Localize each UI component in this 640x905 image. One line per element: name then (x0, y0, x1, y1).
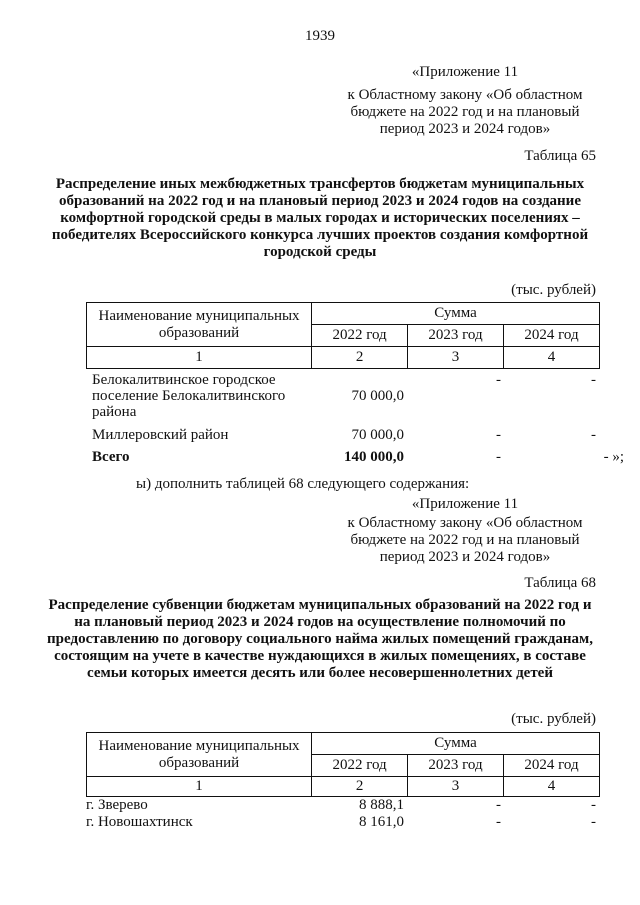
header-col-number: 3 (408, 347, 504, 369)
page-number: 1939 (305, 28, 335, 44)
total-label: Всего (92, 449, 130, 465)
header-name-column: Наименование муниципальных образований (87, 303, 312, 347)
value-2023: - (496, 797, 501, 813)
header-year-2022: 2022 год (312, 325, 408, 347)
value-2024: - (591, 427, 596, 443)
total-2023: - (496, 449, 501, 465)
header-col-number: 3 (408, 777, 504, 797)
amendment-text: ы) дополнить таблицей 68 следующего содержания: (136, 476, 470, 492)
row-name: г. Новошахтинск (86, 814, 193, 830)
value-2023: - (496, 372, 501, 388)
appendix-header-line: бюджете на 2022 год и на плановый (350, 532, 580, 548)
header-col-number: 2 (312, 777, 408, 797)
table-header (86, 302, 600, 369)
header-year-2024: 2024 год (504, 325, 600, 347)
table-title: Распределение иных межбюджетных трансфертов бюджетам муниципальных образований на 2022 год и на плановый период 2023 и 2024 годов на создание комфортной городской среды в малых городах и исторических поселениях – победителях Всероссийского конкурса лучших проектов создания комфортной городской среды (51, 176, 589, 260)
table-label: Таблица 65 (524, 148, 596, 164)
header-col-number: 4 (504, 347, 600, 369)
value-2022: 70 000,0 (351, 427, 404, 443)
appendix-header-line: к Областному закону «Об областном (347, 87, 583, 103)
appendix-header-line: «Приложение 11 (411, 64, 519, 80)
row-name: района (92, 404, 137, 420)
header-name-column: Наименование муниципальных образований (87, 733, 312, 777)
unit-label: (тыс. рублей) (511, 282, 596, 298)
table-header (86, 732, 600, 797)
header-year-2022: 2022 год (312, 755, 408, 777)
header-year-2023: 2023 год (408, 755, 504, 777)
unit-label: (тыс. рублей) (511, 711, 596, 727)
appendix-header-line: бюджете на 2022 год и на плановый (350, 104, 580, 120)
row-name: поселение Белокалитвинского (92, 388, 286, 404)
row-name: Миллеровский район (92, 427, 229, 443)
header-col-number: 1 (87, 347, 312, 369)
value-2022: 8 161,0 (359, 814, 404, 830)
value-2022: 70 000,0 (351, 388, 404, 404)
header-col-number: 2 (312, 347, 408, 369)
table-title: Распределение субвенции бюджетам муниципальных образований на 2022 год и на плановый период 2023 и 2024 годов на осуществление полномочий по предоставлению по договору социального найма жилых помещений гражданам, состоящим на учете в качестве нуждающихся в жилых помещениях, в составе семьи которых имеется десять или более несовершеннолетних детей (47, 597, 593, 681)
row-name: г. Зверево (86, 797, 148, 813)
total-2022: 140 000,0 (344, 449, 404, 465)
total-2024: - »; (603, 449, 624, 465)
header-col-number: 4 (504, 777, 600, 797)
header-year-2024: 2024 год (504, 755, 600, 777)
appendix-header-line: период 2023 и 2024 годов» (379, 121, 551, 137)
value-2022: 8 888,1 (359, 797, 404, 813)
header-year-2023: 2023 год (408, 325, 504, 347)
value-2024: - (591, 372, 596, 388)
value-2024: - (591, 797, 596, 813)
header-sum: Сумма (312, 303, 600, 325)
header-col-number: 1 (87, 777, 312, 797)
appendix-header-line: «Приложение 11 (411, 496, 519, 512)
value-2023: - (496, 814, 501, 830)
table-label: Таблица 68 (524, 575, 596, 591)
header-sum: Сумма (312, 733, 600, 755)
appendix-header-line: период 2023 и 2024 годов» (379, 549, 551, 565)
row-name: Белокалитвинское городское (92, 372, 276, 388)
value-2024: - (591, 814, 596, 830)
value-2023: - (496, 427, 501, 443)
appendix-header-line: к Областному закону «Об областном (347, 515, 583, 531)
